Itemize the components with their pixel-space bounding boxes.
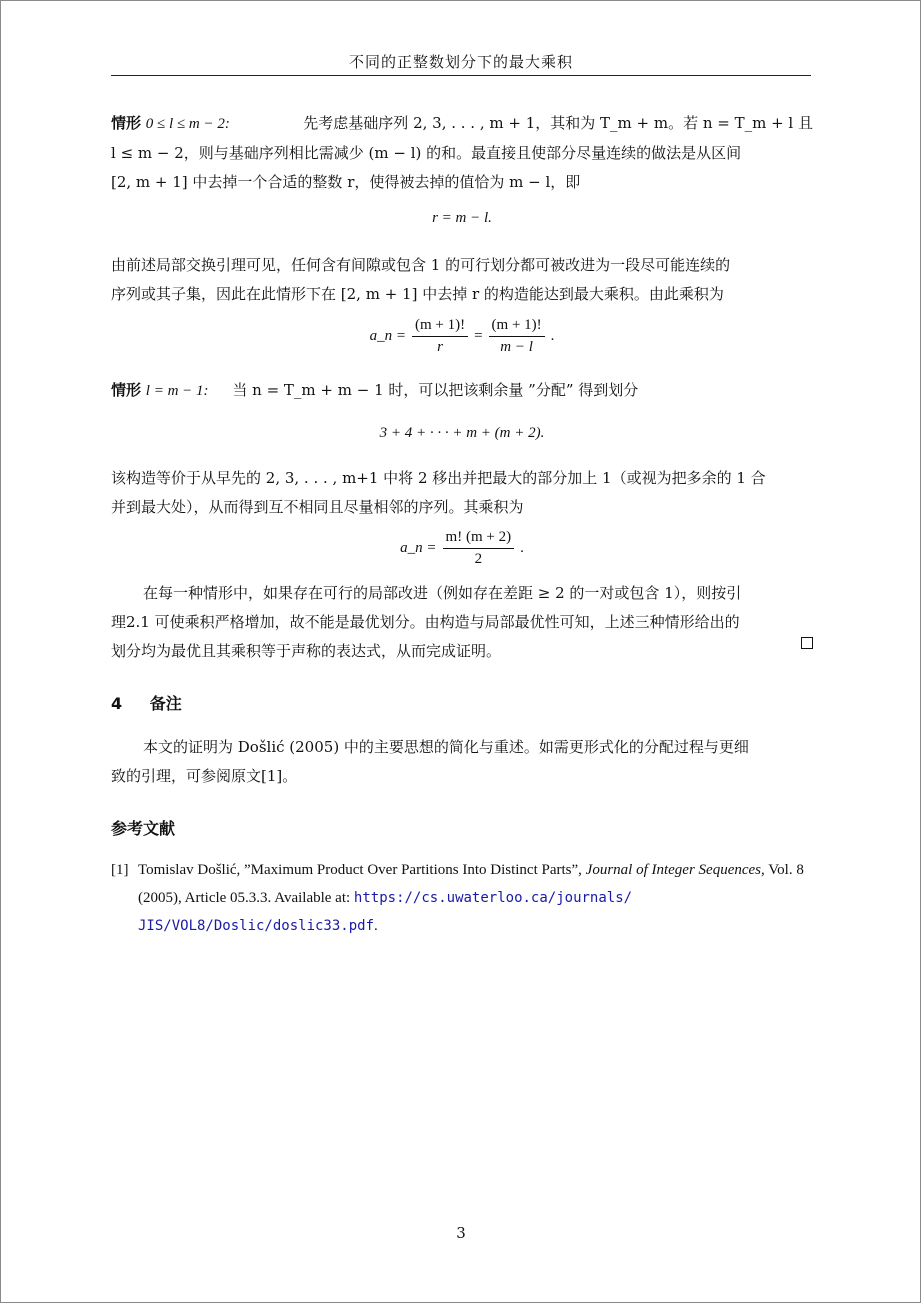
case1-condition: 0 ≤ l ≤ m − 2: <box>145 116 230 132</box>
case1-line3: [2, m + 1] 中去掉一个合适的整数 r，使得被去掉的值恰为 m − l，即 <box>111 173 581 191</box>
references-heading: 参考文献 <box>111 819 176 838</box>
eq1-denominator-1: r <box>437 339 443 355</box>
case1-line1: 先考虑基础序列 2, 3, . . . , m + 1，其和为 T_m + m。若 n = T_m + l 且 <box>303 114 813 132</box>
eq1-denominator-2: m − l <box>500 339 533 355</box>
eq1-period: . <box>550 328 555 344</box>
case2-paragraph <box>111 376 813 406</box>
reference-url-part1[interactable]: https://cs.uwaterloo.ca/journals/ <box>353 890 633 906</box>
reference-details: , Vol. 8 (2005), Article 05.3.3. Available at: <box>138 862 804 906</box>
eq1-numerator-2: (m + 1)! <box>489 317 545 337</box>
section4-line2: 致的引理，可参阅原文[1]。 <box>111 767 298 785</box>
eq2-fraction <box>443 529 515 568</box>
section-heading <box>111 691 182 714</box>
case1-line2: l ≤ m − 2，则与基础序列相比需减少 (m − l) 的和。最直接且使部分尽量连续的做法是从区间 <box>111 144 742 162</box>
reference-end: . <box>374 918 378 934</box>
equation-sum: 3 + 4 + · · · + m + (m + 2). <box>379 425 545 441</box>
equation-an-case2 <box>111 529 813 568</box>
reference-item <box>111 856 813 940</box>
case1-paragraph <box>111 109 813 197</box>
section4-paragraph <box>111 733 813 791</box>
case2-tag: 情形 <box>111 381 142 399</box>
eq1-fraction-1 <box>412 317 468 356</box>
eq1-numerator-1: (m + 1)! <box>412 317 468 337</box>
case2-condition: l = m − 1: <box>145 383 209 399</box>
running-header: 不同的正整数划分下的最大乘积 <box>348 53 573 71</box>
eq2-lhs: a_n = <box>400 540 437 556</box>
reference-authors: Tomislav Došlić, ”Maximum Product Over Partitions Into Distinct Parts”, <box>138 862 582 878</box>
case2-after-line2: 并到最大处），从而得到互不相同且尽量相邻的序列。其乘积为 <box>111 498 524 516</box>
page-number: 3 <box>456 1224 466 1242</box>
eq2-denominator: 2 <box>474 551 483 567</box>
header-rule <box>111 75 811 76</box>
case1-after-line1: 由前述局部交换引理可见，任何含有间隙或包含 1 的可行划分都可被改进为一段尽可能连续的 <box>111 256 731 274</box>
case1-tag: 情形 <box>111 114 142 132</box>
equation-an-case1 <box>111 317 813 356</box>
reference-journal: Journal of Integer Sequences <box>585 862 762 878</box>
reference-label: [1] <box>111 862 129 878</box>
case2-line1: 当 n = T_m + m − 1 时，可以把该剩余量 ”分配” 得到划分 <box>232 381 639 399</box>
eq1-fraction-2 <box>489 317 545 356</box>
case1-after-paragraph <box>111 251 813 309</box>
eq1-lhs: a_n = <box>369 328 406 344</box>
case2-after-paragraph <box>111 464 813 522</box>
eq1-equals: = <box>474 328 483 344</box>
section4-line1: 本文的证明为 Došlić (2005) 中的主要思想的简化与重述。如需更形式化的分配过程与更细 <box>143 738 749 756</box>
eq2-numerator: m! (m + 2) <box>443 529 515 549</box>
closing-paragraph <box>111 579 813 666</box>
equation-r: r = m − l. <box>432 210 492 226</box>
closing-line1: 在每一种情形中，如果存在可行的局部改进（例如存在差距 ≥ 2 的一对或包含 1），则按引 <box>143 584 742 602</box>
case2-after-line1: 该构造等价于从早先的 2, 3, . . . , m+1 中将 2 移出并把最大的部分加上 1（或视为把多余的 1 合 <box>111 469 766 487</box>
closing-line2: 理2.1 可使乘积严格增加，故不能是最优划分。由构造与局部最优性可知，上述三种情形给出的 <box>111 613 740 631</box>
eq2-period: . <box>520 540 524 556</box>
closing-line3: 划分均为最优且其乘积等于声称的表达式，从而完成证明。 <box>111 642 502 660</box>
case1-after-line2: 序列或其子集，因此在此情形下在 [2, m + 1] 中去掉 r 的构造能达到最大乘积。由此乘积为 <box>111 285 724 303</box>
section-number: 4 <box>111 694 123 713</box>
section-title: 备注 <box>149 694 182 713</box>
reference-url-part2[interactable]: JIS/VOL8/Doslic/doslic33.pdf <box>138 918 375 934</box>
qed-square-icon <box>801 637 813 649</box>
